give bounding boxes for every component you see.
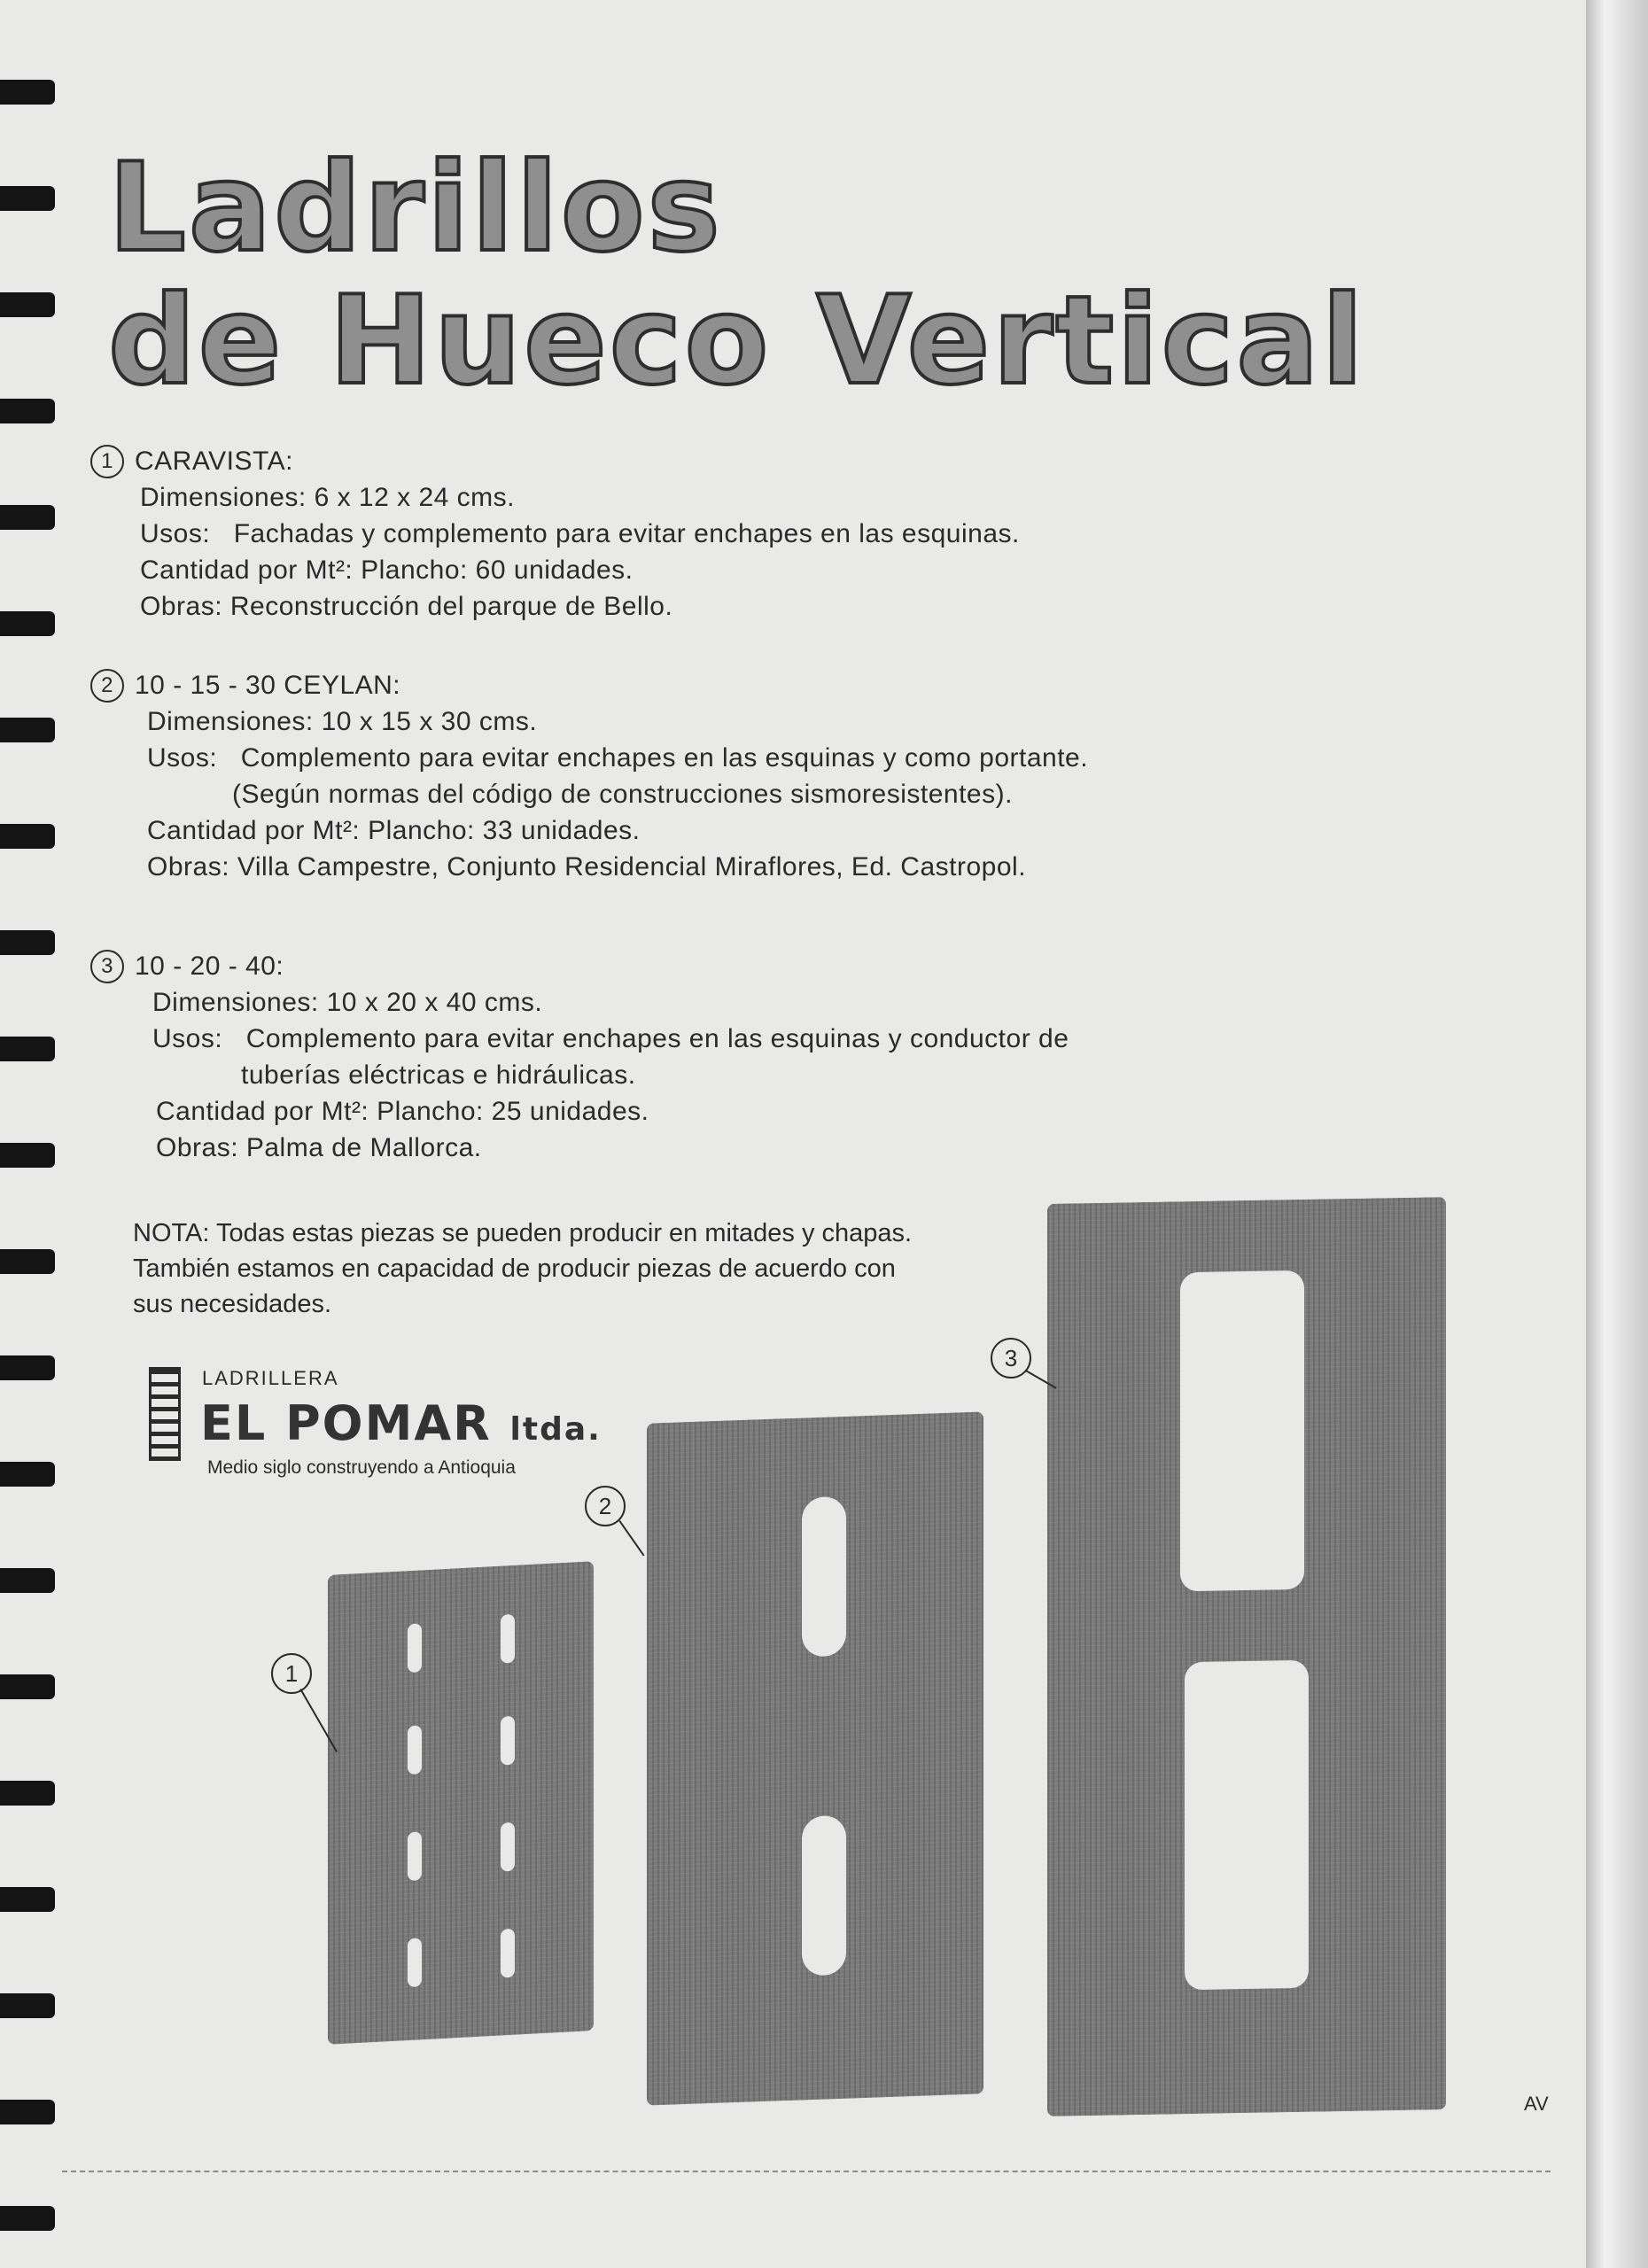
item-number-badge: 1 xyxy=(90,445,124,478)
brick-1-illustration xyxy=(328,1561,594,2045)
item-uses: Usos: Fachadas y complemento para evitar enchapes en las esquinas. xyxy=(140,519,1020,548)
corner-mark: AV xyxy=(1524,2093,1549,2115)
item-quantity: Cantidad por Mt²: Plancho: 33 unidades. xyxy=(147,816,641,845)
figure-label-1: 1 xyxy=(271,1653,312,1694)
item-number-badge: 2 xyxy=(90,669,124,703)
leader-line-2 xyxy=(618,1520,644,1556)
figure-label-2: 2 xyxy=(585,1486,626,1526)
product-item-caravista xyxy=(90,443,1020,625)
item-uses-continued: (Según normas del código de construcciones sismoresistentes). xyxy=(232,780,1013,809)
note-line-3: sus necesidades. xyxy=(133,1290,332,1318)
item-name: 10 - 20 - 40: xyxy=(135,951,284,981)
item-uses: Usos: Complemento para evitar enchapes en las esquinas y conductor de xyxy=(152,1024,1069,1053)
item-quantity: Cantidad por Mt²: Plancho: 25 unidades. xyxy=(156,1097,649,1126)
brick-stack-icon xyxy=(149,1367,181,1461)
title-line-2: de Hueco Vertical xyxy=(108,269,1366,412)
item-dimensions: Dimensiones: 6 x 12 x 24 cms. xyxy=(140,483,516,512)
logo-company-suffix: ltda. xyxy=(509,1411,602,1448)
item-works: Obras: Villa Campestre, Conjunto Residencial Miraflores, Ed. Castropol. xyxy=(147,852,1027,882)
item-name: CARAVISTA: xyxy=(135,447,293,476)
item-quantity: Cantidad por Mt²: Plancho: 60 unidades. xyxy=(140,555,634,585)
item-dimensions: Dimensiones: 10 x 15 x 30 cms. xyxy=(147,707,538,736)
page-title xyxy=(108,136,1366,412)
item-uses-continued: tuberías eléctricas e hidráulicas. xyxy=(241,1060,636,1090)
note-line-2: También estamos en capacidad de producir piezas de acuerdo con xyxy=(133,1254,896,1283)
brick-2-illustration xyxy=(647,1411,983,2105)
logo-top-text: LADRILLERA xyxy=(202,1367,339,1389)
item-uses: Usos: Complemento para evitar enchapes en las esquinas y como portante. xyxy=(147,743,1089,773)
item-works: Obras: Palma de Mallorca. xyxy=(156,1133,482,1162)
logo-name xyxy=(200,1395,602,1451)
brick-3-illustration xyxy=(1047,1197,1446,2117)
footer-rule xyxy=(62,2171,1551,2174)
item-name: 10 - 15 - 30 CEYLAN: xyxy=(135,671,401,700)
title-line-1: Ladrillos xyxy=(108,136,723,279)
figure-label-3: 3 xyxy=(991,1338,1031,1379)
product-item-10-20-40 xyxy=(90,948,1069,1166)
page-edge xyxy=(1586,0,1648,2268)
item-works: Obras: Reconstrucción del parque de Bello. xyxy=(140,592,673,621)
logo-company-name: EL POMAR xyxy=(200,1395,492,1451)
note-block xyxy=(133,1216,983,1322)
item-dimensions: Dimensiones: 10 x 20 x 40 cms. xyxy=(152,988,543,1017)
note-line-1: NOTA: Todas estas piezas se pueden producir en mitades y chapas. xyxy=(133,1219,913,1247)
logo-tagline: Medio siglo construyendo a Antioquia xyxy=(207,1457,516,1478)
item-number-badge: 3 xyxy=(90,950,124,983)
product-item-ceylan xyxy=(90,667,1088,885)
